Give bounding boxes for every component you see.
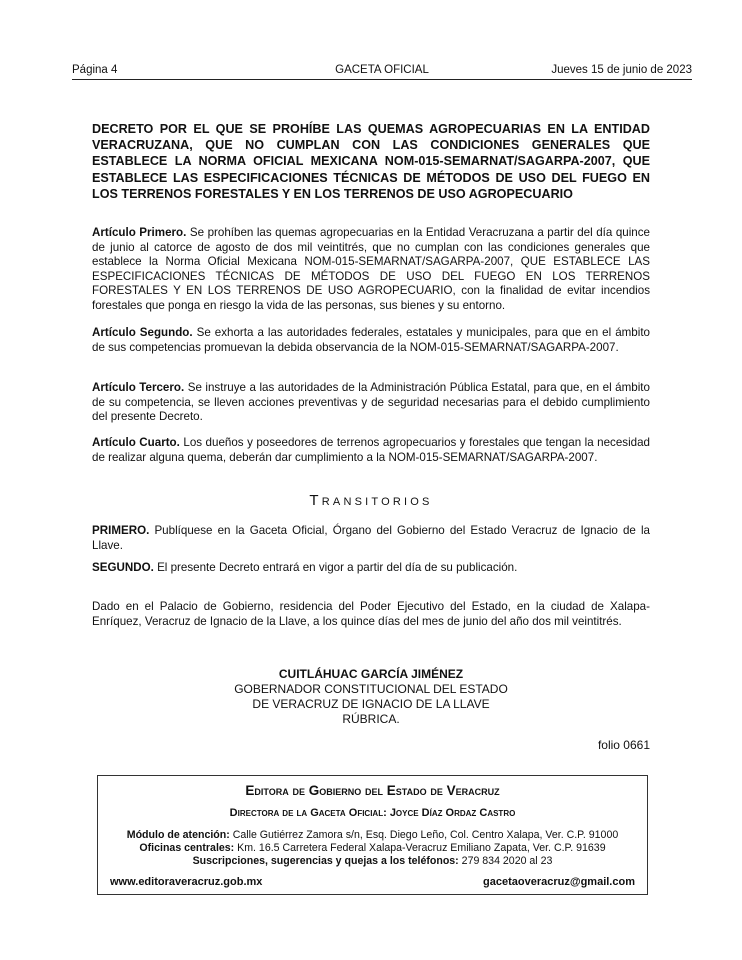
transitorio-label: PRIMERO. [92,524,150,537]
article-text: Se prohíben las quemas agropecuarias en la Entidad Veracruzana a partir del día quince de junio al catorce de agosto de dos mil veintitrés, que no cumplan con las condiciones generales que establece la Norma Oficial Mexicana NOM-015-SEMARNAT/SAGARPA-2007, QUE ESTABLECE LAS ESPECIFICACIONES TÉCNICAS DE MÉTODOS DE USO DEL FUEGO EN LOS TERRENOS FORESTALES Y EN LOS TERRENOS DE USO AGROPECUARIO, con la finalidad de evitar incendios forestales que ponga en riesgo la vida de las personas, sus bienes y su entorno. [92,226,650,312]
suscripciones-line [98,855,647,868]
director-line: Directora de la Gaceta Oficial: Joyce Díaz Ordaz Castro [229,807,516,819]
transitorio-segundo [92,561,650,576]
article-text: Se instruye a las autoridades de la Administración Pública Estatal, para que, en el ámbito de su competencia, se lleven acciones preventivas y de seguridad necesarias para el debido cumplimiento del presente Decreto. [92,381,650,424]
article-segundo [92,326,650,355]
oficinas-line [98,842,647,855]
article-cuarto [92,436,650,465]
transitorio-primero [92,524,650,553]
page-number: Página 4 [72,64,118,76]
email-link[interactable]: gacetaoveracruz@gmail.com [483,876,635,888]
publisher-footer [97,775,648,895]
article-text: Se exhorta a las autoridades federales, estatales y municipales, para que en el ámbito de sus competencias promuevan la debida observancia de la NOM-015-SEMARNAT/SAGARPA-2007. [92,326,650,354]
signatory-title-line1: GOBERNADOR CONSTITUCIONAL DEL ESTADO [234,682,508,696]
signatory-rubrica: RÚBRICA. [342,712,400,726]
suscripciones-label: Suscripciones, sugerencias y quejas a los teléfonos: [192,855,459,867]
oficinas-label: Oficinas centrales: [139,842,235,854]
article-primero [92,226,650,314]
article-label: Artículo Tercero. [92,381,185,394]
publication-name: GACETA OFICIAL [335,64,429,76]
contact-lines [98,829,647,868]
article-tercero [92,381,650,425]
closing-paragraph: Dado en el Palacio de Gobierno, residencia del Poder Ejecutivo del Estado, en la ciudad de Xalapa-Enríquez, Veracruz de Ignacio de la Llave, a los quince días del mes de junio del año dos mil veintitrés. [92,600,650,628]
transitorio-label: SEGUNDO. [92,561,154,574]
decree-title: DECRETO POR EL QUE SE PROHÍBE LAS QUEMAS AGROPECUARIAS EN LA ENTIDAD VERACRUZANA, QUE NO CUMPLAN CON LAS CONDICIONES GENERALES QUE ESTABLECE LA NORMA OFICIAL MEXICANA NOM-015-SEMARNAT/SAGARPA-2007, QUE ESTABLECE LAS ESPECIFICACIONES TÉCNICAS DE MÉTODOS DE USO DEL FUEGO EN LOS TERRENOS FORESTALES Y EN LOS TERRENOS DE USO AGROPECUARIO [92,122,650,201]
article-label: Artículo Cuarto. [92,436,180,449]
modulo-text: Calle Gutiérrez Zamora s/n, Esq. Diego Leño, Col. Centro Xalapa, Ver. C.P. 91000 [232,829,619,841]
publisher-title: Editora de Gobierno del Estado de Veracruz [245,783,500,798]
website-link[interactable]: www.editoraveracruz.gob.mx [110,876,263,888]
suscripciones-text: 279 834 2020 al 23 [461,855,553,867]
transitorio-text: Publíquese en la Gaceta Oficial, Órgano del Gobierno del Estado Veracruz de Ignacio de la Llave. [92,524,650,552]
signatory-title-line2: DE VERACRUZ DE IGNACIO DE LA LLAVE [252,697,490,711]
modulo-label: Módulo de atención: [126,829,230,841]
folio-number: folio 0661 [597,738,650,752]
article-label: Artículo Primero. [92,226,187,239]
publication-date: Jueves 15 de junio de 2023 [551,64,692,76]
transitorios-heading: Transitorios [309,492,433,509]
page-header [72,64,692,80]
article-label: Artículo Segundo. [92,326,193,339]
transitorio-text: El presente Decreto entrará en vigor a partir del día de su publicación. [157,561,518,574]
article-text: Los dueños y poseedores de terrenos agropecuarios y forestales que tengan la necesidad de realizar alguna quema, deberán dar cumplimiento a la NOM-015-SEMARNAT/SAGARPA-2007. [92,436,650,464]
signature-block [92,667,650,727]
signatory-name: CUITLÁHUAC GARCÍA JIMÉNEZ [278,667,464,681]
modulo-line [98,829,647,842]
oficinas-text: Km. 16.5 Carretera Federal Xalapa-Veracruz Emiliano Zapata, Ver. C.P. 91639 [237,842,606,854]
